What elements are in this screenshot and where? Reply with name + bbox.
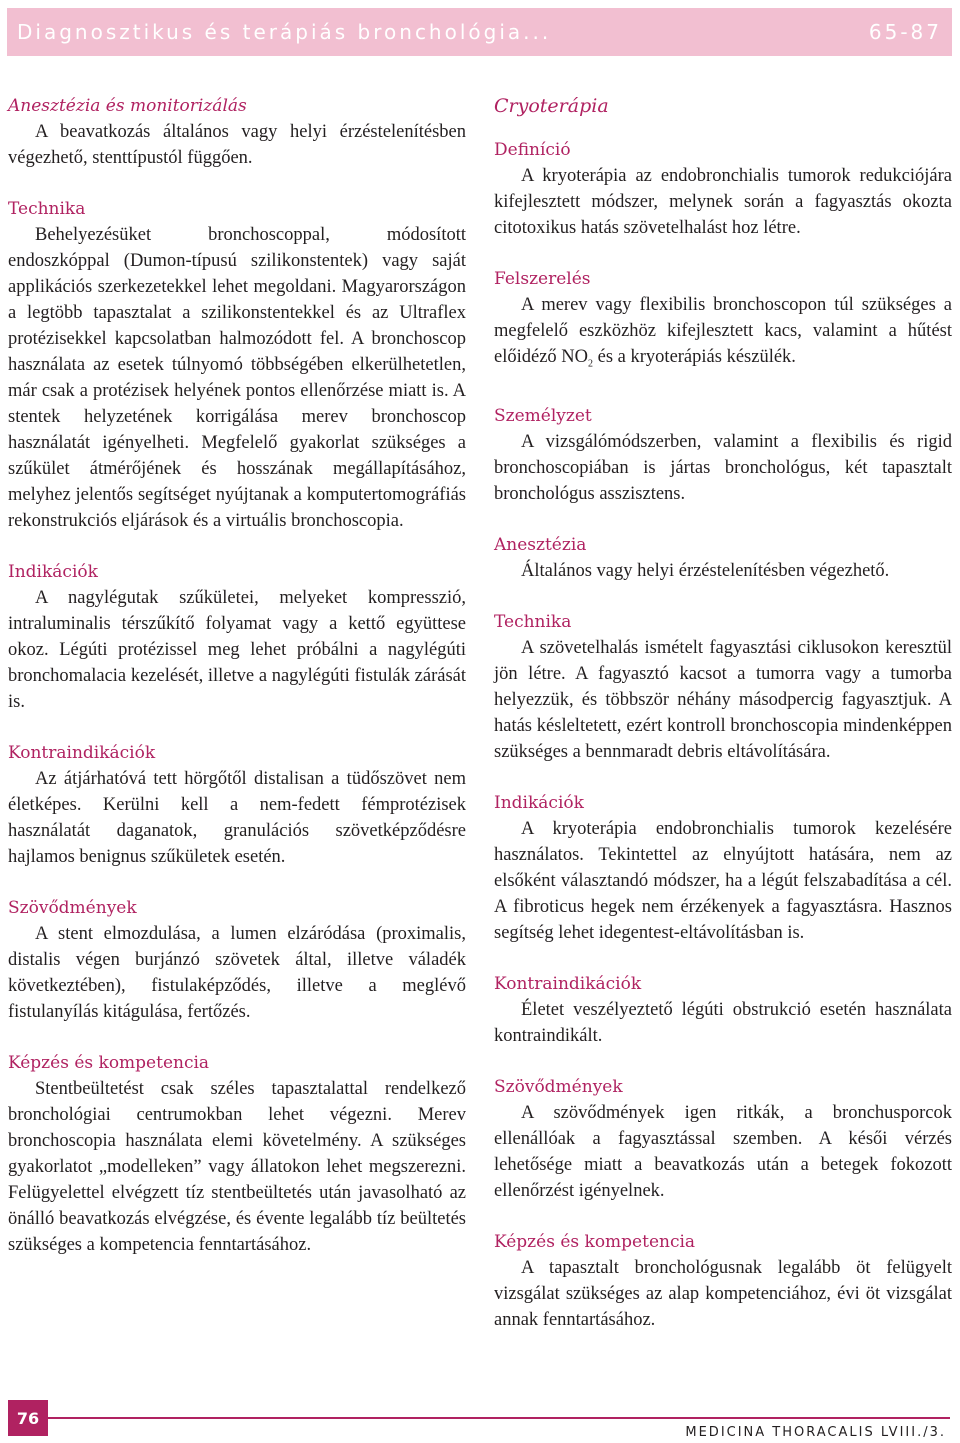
section-heading: Képzés és kompetencia: [494, 1231, 696, 1252]
section-text: A szövetelhalás ismételt fagyasztási ciklusokon keresztül jön létre. A fagyasztó kacsot a tumorra vagy a tumorba helyezzük, és többször néhány másodpercig fagyasztjuk. A hatás késleltetett, ezért kontroll bronchoscopia mindenképpen szükséges a bennmaradt debris eltávolítására.: [494, 637, 952, 762]
section-text: [494, 292, 952, 378]
section-text: A vizsgálómódszerben, valamint a flexibilis és rigid bronchoscopiában is jártas bronchológus, két tapasztalt bronchológus asszisztens.: [494, 431, 952, 504]
section-anesthesia: [8, 93, 466, 171]
left-column: [8, 93, 466, 1283]
section-heading: Indikációk: [494, 792, 584, 813]
section-contraindications-right: [494, 971, 952, 1049]
section-text: Behelyezésüket bronchoscoppal, módosított endoszkóppal (Dumon-típusú szilikonstentek) vagy saját applikációs szerkezetekkel lehet megoldani. Magyarországon a legtöbb tapasztalat a szilikonstentekkel és az Ultraflex protézisekkel kapcsolatban halmozódott fel. A bronchoscop használata az esetek túlnyomó többségében elkerülhetetlen, már csak a protézisek helyének pontos ellenőrzése miatt is. A stentek helyzetének korrigálása merev bronchoscop használatát igényelheti. Megfelelő gyakorlat szükséges a szűkület átmérőjének és hosszának megállapításához, melyhez jelentős segítséget nyújtanak a komputertomográfiás rekonstrukciós eljárások és a virtuális bronchoscopia.: [8, 225, 466, 531]
section-text: A stent elmozdulása, a lumen elzáródása (proximalis, distalis végen burjánzó szövetek által, illetve váladék következtében), fistulaképződés, illetve a meglévő fistulanyílás kitágulása, fertőzés.: [8, 924, 466, 1022]
section-text: Általános vagy helyi érzéstelenítésben végezhető.: [521, 560, 890, 581]
section-heading: Technika: [8, 199, 86, 219]
equipment-text-end: és a kryoterápiás készülék.: [593, 347, 796, 367]
section-text: A szövődmények igen ritkák, a bronchusporcok ellenállóak a fagyasztással szemben. A késői vérzés lehetősége miatt a beavatkozás után a betegek fokozott ellenőrzést igényelnek.: [494, 1102, 952, 1201]
section-heading: Képzés és kompetencia: [8, 1053, 210, 1073]
section-training-right: [494, 1229, 952, 1333]
section-text: A kryoterápia endobronchialis tumorok kezelésére használatos. Tekintettel az elnyújtott hatására, nem az elsőként választandó módszer, ha a légút felszabadítása a cél. A fibroticus hegek nem érzékenyek a fagyasztásra. Hasznos segítség lehet idegentest-eltávolításban is.: [494, 818, 952, 943]
running-header: [7, 8, 952, 56]
section-anesthesia-right: [494, 532, 952, 584]
section-complications: [8, 895, 466, 1025]
header-title: Diagnosztikus és terápiás bronchológia...: [17, 20, 552, 44]
section-cryotherapy-title: [494, 93, 952, 119]
section-heading: Technika: [494, 611, 572, 632]
section-text: A nagylégutak szűkületei, melyeket kompresszió, intraluminalis térszűkítő folyamat vagy a kettő együttese okoz. Légúti protézissel meg lehet próbálni a nagylégúti bronchomalacia kezelését, illetve a nagylégúti fistulák zárását is.: [8, 588, 466, 712]
section-text: Stentbeültetést csak széles tapasztalattal rendelkező bronchológiai centrumokban lehet végezni. Merev bronchoscopia használata elemi követelmény. A szükséges gyakorlatot „modelleken” vagy állatokon lehet megszerezni. Felügyelettel elvégzett tíz stentbeültetés után javasolható az önálló beavatkozás elvégzése, és évente legalább tíz beültetés szükséges a kompetencia fenntartásához.: [8, 1079, 466, 1255]
section-heading: Személyzet: [494, 405, 592, 426]
equipment-subscript: 2: [588, 358, 594, 370]
section-text: A tapasztalt bronchológusnak legalább öt felügyelt vizsgálat szükséges az alap kompetenciához, évi öt vizsgálat annak fenntartásához.: [494, 1257, 952, 1330]
section-heading: Indikációk: [8, 562, 98, 582]
section-equipment: [494, 266, 952, 378]
journal-name: MEDICINA THORACALIS LVIII./3.: [685, 1425, 946, 1440]
section-heading: Kontraindikációk: [8, 743, 156, 763]
section-text: Életet veszélyeztető légúti obstrukció esetén használata kontraindikált.: [494, 999, 952, 1046]
section-technique-right: [494, 609, 952, 765]
page-number-badge: [8, 1400, 48, 1436]
section-text: A beavatkozás általános vagy helyi érzéstelenítésben végezhető, stenttípustól függően.: [8, 122, 466, 168]
section-text: A kryoterápia az endobronchialis tumorok redukciójára kifejlesztett módszer, melynek során a fagyasztás okozta citotoxikus hatás szövetelhalást hoz létre.: [494, 166, 952, 238]
section-heading: Felszerelés: [494, 269, 591, 289]
section-definition: [494, 137, 952, 241]
section-text: Az átjárhatóvá tett hörgőtől distalisan a tüdőszövet nem életképes. Kerülni kell a nem-fedett fémprotézisek használatát daganatok, granulációs szövetképződésre hajlamos benignus szűkületek esetén.: [8, 769, 466, 867]
section-indications-right: [494, 790, 952, 946]
footer-divider: [48, 1417, 950, 1419]
page-number: 76: [16, 1408, 40, 1428]
section-staff: [494, 403, 952, 507]
section-complications-right: [494, 1074, 952, 1204]
section-heading: Kontraindikációk: [494, 973, 642, 994]
section-heading: Anesztézia: [494, 534, 587, 555]
section-heading: Anesztézia és monitorizálás: [8, 96, 247, 116]
section-heading: Szövődmények: [8, 898, 137, 918]
header-page-range: 65-87: [868, 20, 942, 44]
section-heading: Szövődmények: [494, 1076, 623, 1097]
section-contraindications: [8, 740, 466, 870]
section-indications: [8, 559, 466, 715]
section-heading: Definíció: [494, 140, 571, 160]
equipment-text-start: A merev vagy flexibilis bronchoscopon túl szükséges a megfelelő eszközhöz kifejlesztett kacs, valamint a hűtést előidéző NO: [494, 295, 952, 367]
section-technique: [8, 196, 466, 534]
right-column: [494, 93, 952, 1358]
article-subtitle: Cryoterápia: [494, 95, 609, 117]
section-training: [8, 1050, 466, 1258]
